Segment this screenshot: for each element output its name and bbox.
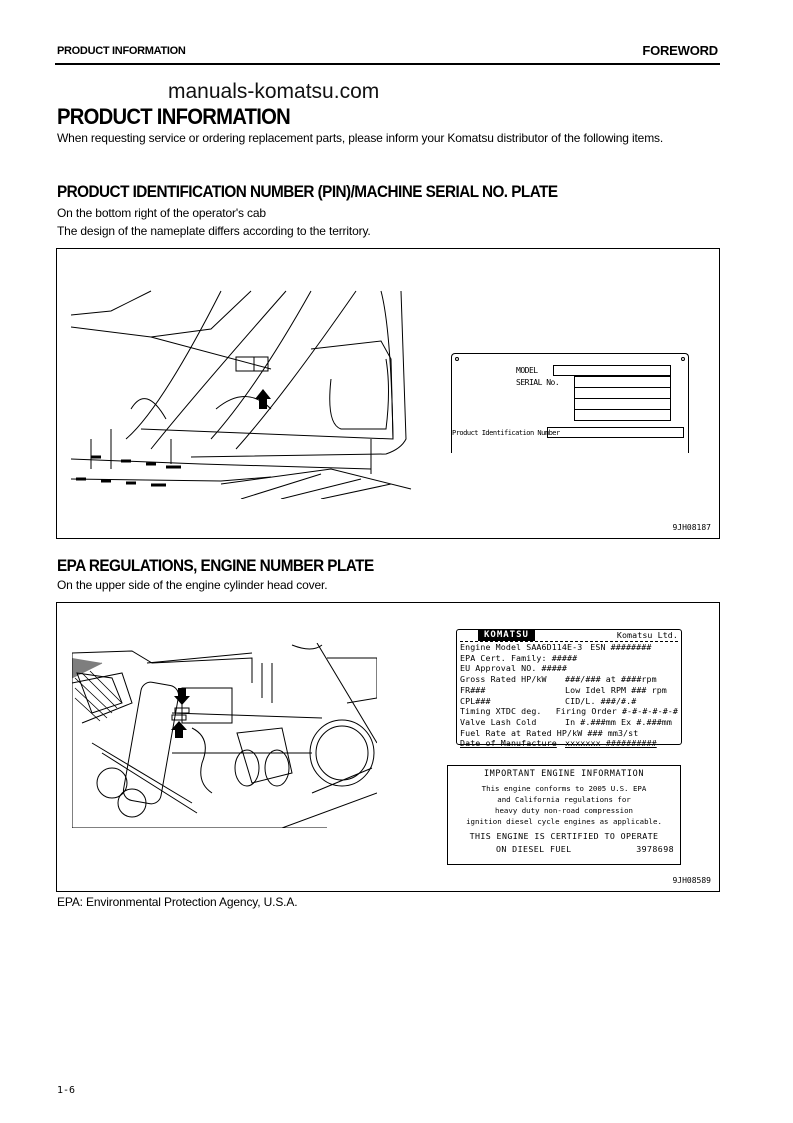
intro-paragraph: When requesting service or ordering replacement parts, please inform your Komatsu distributor of the following items. xyxy=(57,131,664,145)
engine-illustration xyxy=(72,643,377,828)
plate-row-epa-cert: EPA Cert. Family: ##### xyxy=(460,652,578,663)
plate-row-engine-model: Engine Model SAA6D114E-3 ESN ######## xyxy=(460,642,652,652)
running-header-chapter: FOREWORD xyxy=(642,43,718,58)
plate-row-timing: Timing XTDC deg. Firing Order #-#-#-#-#-# xyxy=(460,706,678,717)
page-title: PRODUCT INFORMATION xyxy=(57,104,291,129)
info-plate-part-number: 3978698 xyxy=(636,844,674,854)
engine-number-plate xyxy=(456,629,682,749)
running-header-section: PRODUCT INFORMATION xyxy=(57,45,186,57)
model-field xyxy=(553,365,671,376)
important-engine-info-plate xyxy=(447,765,681,865)
serial-field-4 xyxy=(574,409,671,421)
plate-row-valve-lash: Valve Lash Cold In #.###mm Ex #.###mm xyxy=(460,716,672,727)
plate-row-cpl: CPL### CID/L. ###/#.# xyxy=(460,695,637,706)
plate-row-fr: FR### Low Idel RPM ### rpm xyxy=(460,684,667,695)
plate-row-gross-rated: Gross Rated HP/kW ###/### at ####rpm xyxy=(460,674,657,685)
figure-code: 9JH08589 xyxy=(672,876,711,885)
rivet-hole-icon xyxy=(455,357,459,361)
info-plate-title: IMPORTANT ENGINE INFORMATION xyxy=(483,769,645,779)
plate-row-date: Date of Manufacture xxxxxxx ########## xyxy=(460,738,657,749)
info-plate-body-line: and California regulations for xyxy=(497,795,631,804)
header-divider xyxy=(55,63,720,65)
figure-serial-plate xyxy=(56,248,720,539)
plate-row-eu-approval: EU Approval NO. ##### xyxy=(460,663,567,674)
company-name: Komatsu Ltd. xyxy=(616,630,678,641)
footnote-epa: EPA: Environmental Protection Agency, U.S.A. xyxy=(57,895,298,909)
figure-engine-plate xyxy=(56,602,720,892)
cab-illustration xyxy=(71,289,416,499)
info-plate-body-line: This engine conforms to 2005 U.S. EPA xyxy=(481,784,647,793)
info-plate-body-line: heavy duty non-road compression xyxy=(495,806,633,815)
pin-territory-note: The design of the nameplate differs according to the territory. xyxy=(57,224,371,238)
engine-plate-location-text: On the upper side of the engine cylinder head cover. xyxy=(57,578,328,592)
model-label: MODEL xyxy=(516,366,538,375)
komatsu-logo: KOMATSU xyxy=(478,630,535,641)
info-plate-cert-line: THIS ENGINE IS CERTIFIED TO OPERATE xyxy=(469,831,659,841)
section-heading-epa: EPA REGULATIONS, ENGINE NUMBER PLATE xyxy=(57,556,374,575)
section-heading-pin-plate: PRODUCT IDENTIFICATION NUMBER (PIN)/MACHINE SERIAL NO. PLATE xyxy=(57,182,558,201)
plate-row-fuel-rate: Fuel Rate at Rated HP/kW ### mm3/st xyxy=(460,727,639,738)
rivet-hole-icon xyxy=(681,357,685,361)
serial-nameplate xyxy=(451,353,689,453)
serial-label: SERIAL No. xyxy=(516,378,560,387)
pin-field xyxy=(547,427,684,438)
page-number: 1-6 xyxy=(57,1085,76,1096)
watermark: manuals-komatsu.com xyxy=(168,80,380,103)
info-plate-body-line: ignition diesel cycle engines as applicable. xyxy=(466,817,662,826)
info-plate-fuel-line: ON DIESEL FUEL xyxy=(496,844,572,854)
figure-code: 9JH08187 xyxy=(672,523,711,532)
pin-location-text: On the bottom right of the operator's cab xyxy=(57,206,266,220)
pin-label: Product Identification Number xyxy=(452,429,560,437)
